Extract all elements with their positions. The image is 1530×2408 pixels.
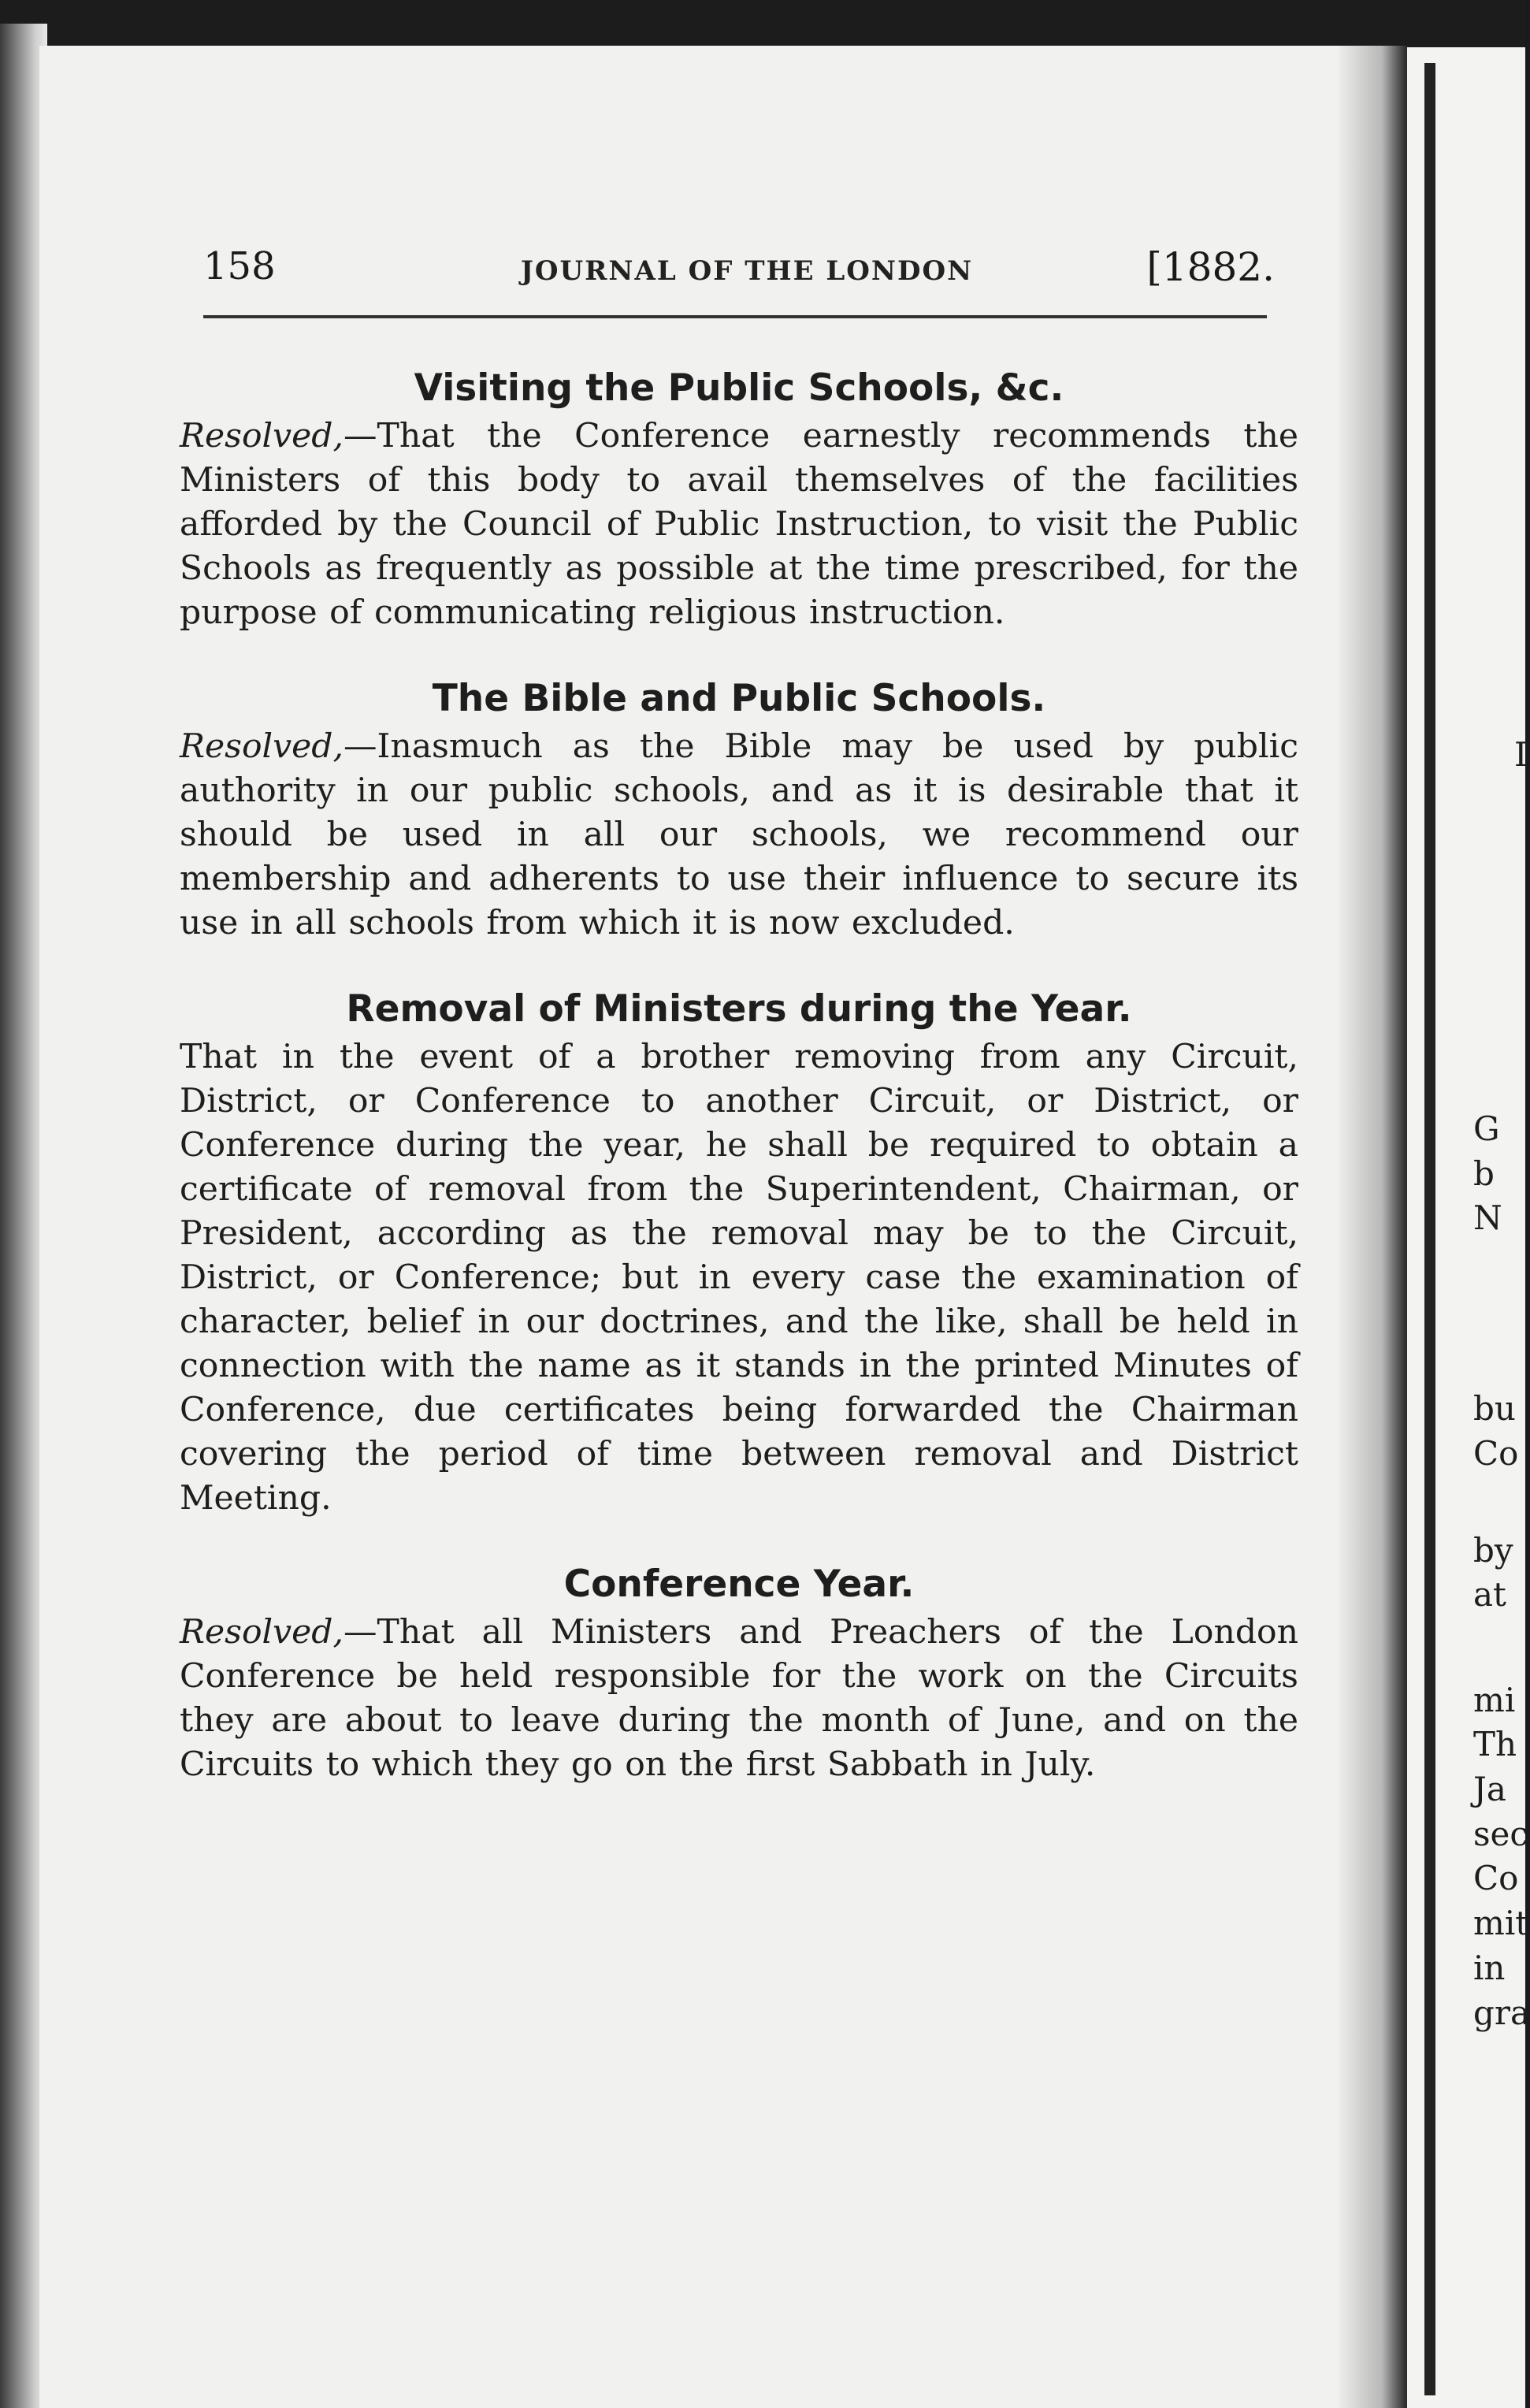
spacer [180,946,1298,983]
facing-fragment: Th [1473,1725,1517,1763]
page-number: 158 [203,244,276,288]
page-body [180,362,1298,1787]
facing-fragment: mit [1473,1904,1529,1942]
section-heading: The Bible and Public Schools. [432,677,1046,720]
facing-page-edge [1424,63,1435,2395]
spacer [180,1521,1298,1559]
section-heading: Removal of Ministers during the Year. [346,987,1132,1031]
section-paragraph [180,414,1298,635]
facing-fragment: Co [1473,1434,1519,1473]
paragraph-text: —That all Ministers and Preachers of the London Conference be held responsible for the work on the Circuits they are about to leave during the month of June, and on the Circuits to which they go on the first Sabbath in July. [180,1613,1298,1784]
facing-fragment: Co [1473,1859,1519,1897]
resolved-lead: Resolved, [180,417,344,455]
facing-fragment: mi [1473,1681,1516,1719]
facing-fragment: N [1473,1198,1502,1237]
facing-fragment: in [1473,1949,1506,1987]
spacer [180,635,1298,673]
facing-fragment: Ja [1473,1770,1506,1808]
facing-fragment: at [1473,1575,1506,1614]
facing-fragment: b [1473,1154,1495,1193]
facing-fragment: gra [1473,1994,1530,2032]
section-heading: Conference Year. [563,1563,915,1606]
section-paragraph [180,725,1298,946]
header-rule [203,315,1267,318]
year: [1882. [1146,244,1275,290]
page-gutter [1339,46,1410,2408]
paragraph-text: —That the Conference earnestly recommends the Ministers of this body to avail themselves of the facilities afforded by the Council of Public Instruction, to visit the Public Schools as frequently as possible at the time prescribed, for the purpose of communicating religious instruction. [180,417,1298,632]
section-paragraph [180,1611,1298,1787]
facing-fragment: G [1473,1109,1500,1148]
facing-fragment: I [1514,735,1528,774]
paragraph-text: That in the event of a brother removing from any Circuit, District, or Conference to another Circuit, or District, or Conference during the year, he shall be required to obtain a certificate of removal from the Superintendent, Chairman, or President, according as the removal may be to the Circuit, District, or Conference; but in every case the examination of character, belief in our doctrines, and the like, shall be held in connection with the name as it stands in the printed Minutes of Conference, due certificates being forwarded the Chairman covering the period of time between removal and District Meeting. [180,1038,1298,1518]
facing-fragment: bu [1473,1389,1516,1428]
running-head [203,236,1275,307]
section-paragraph [180,1035,1298,1521]
facing-fragment: sec [1473,1815,1528,1853]
resolved-lead: Resolved, [180,727,344,766]
paragraph-text: —Inasmuch as the Bible may be used by public authority in our public schools, and as it is desirable that it should be used in all our schools, we recommend our membership and adherents to use their influence to secure its use in all schools from which it is now excluded. [180,727,1298,942]
resolved-lead: Resolved, [180,1613,344,1652]
journal-title: JOURNAL OF THE LONDON [520,255,974,287]
facing-fragment: by [1473,1531,1513,1570]
section-heading: Visiting the Public Schools, &c. [414,366,1064,410]
